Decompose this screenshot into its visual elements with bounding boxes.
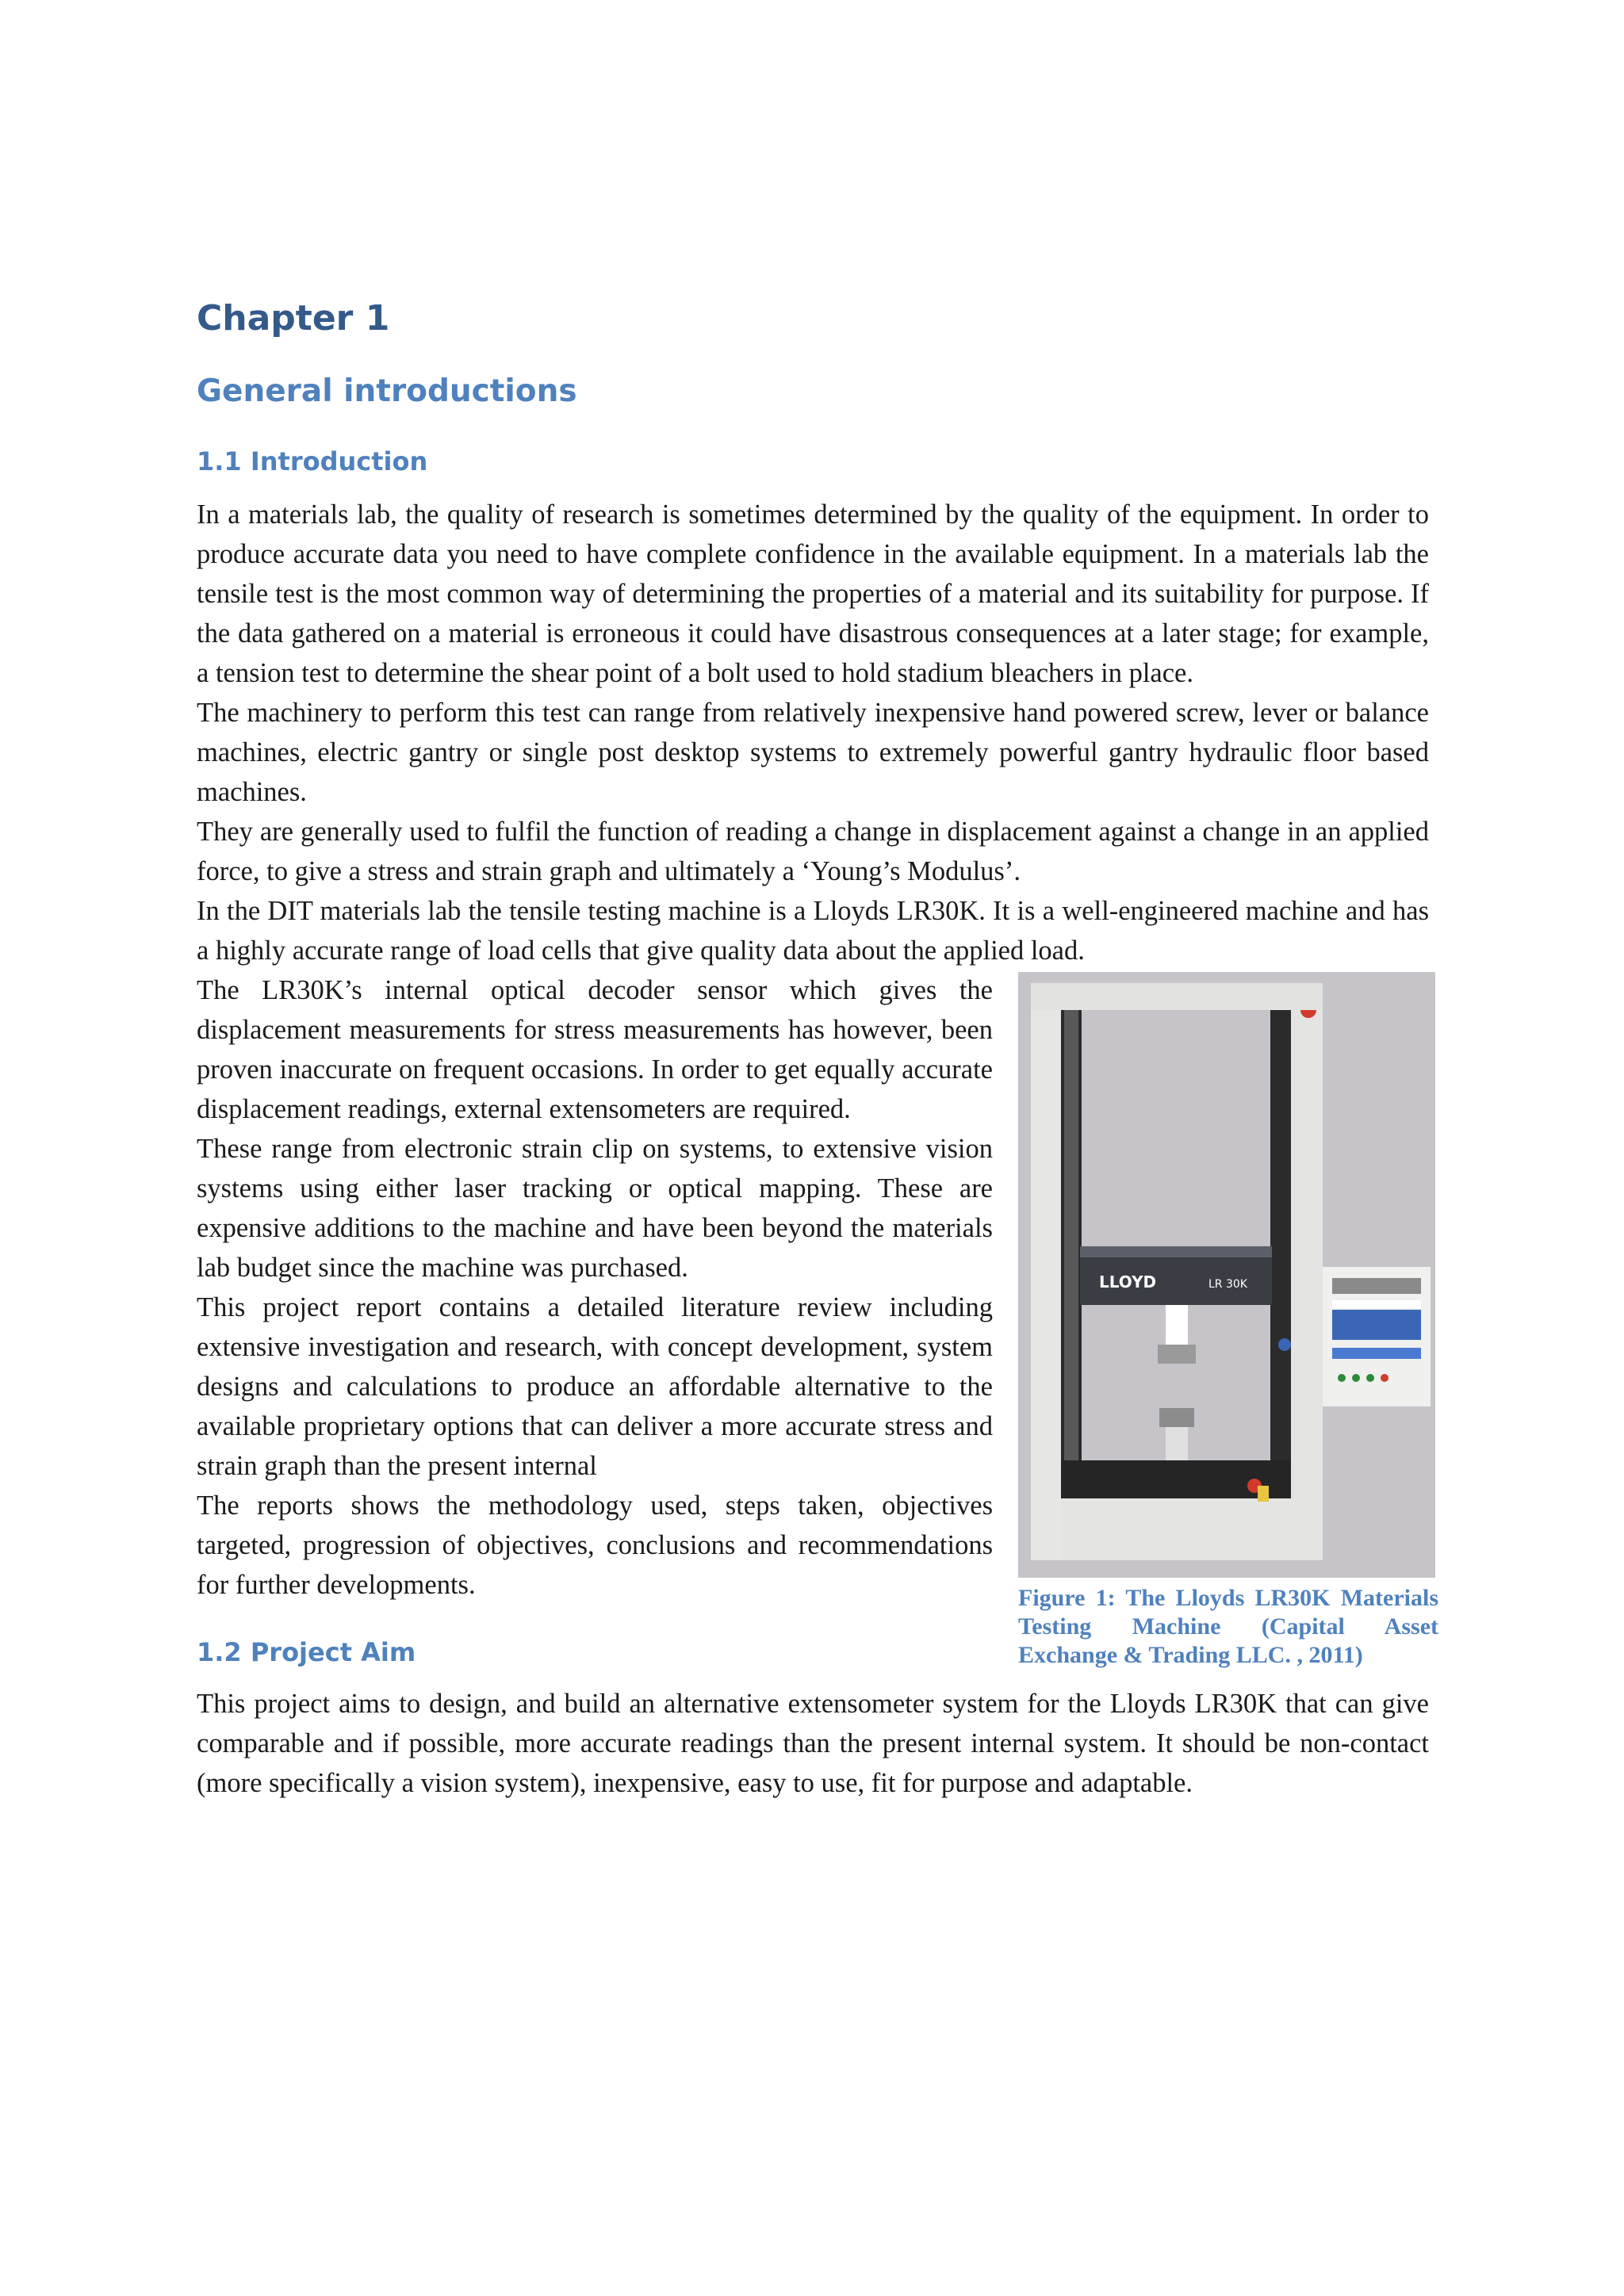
figure-1	[1018, 972, 1438, 1670]
intro-paragraph-3: They are generally used to fulfil the function of reading a change in displacement against a change in an applied force, to give a stress and strain graph and ultimately a ‘Young’s Modulus’.	[197, 817, 1429, 886]
figure-caption: Figure 1: The Lloyds LR30K Materials Testing Machine (Capital Asset Exchange & Trading LLC. , 2011)	[1018, 1585, 1438, 1668]
section-title: General introductions	[197, 373, 577, 409]
intro-body	[197, 495, 1429, 970]
wrapped-paragraph-4: The reports shows the methodology used, steps taken, objectives targeted, progression of objectives, conclusions and recommendations for further developments.	[197, 1490, 993, 1600]
wrapped-text-column	[197, 970, 993, 1605]
aim-paragraph: This project aims to design, and build an alternative extensometer system for the Lloyds LR30K that can give comparable and if possible, more accurate readings than the present internal system. It should be non-contact (more specifically a vision system), inexpensive, easy to use, fit for purpose and adaptable.	[197, 1689, 1429, 1798]
model-label: LR 30K	[1208, 1278, 1247, 1291]
tensile-machine-illustration	[1018, 972, 1435, 1578]
intro-paragraph-4: In the DIT materials lab the tensile testing machine is a Lloyds LR30K. It is a well-engineered machine and has a highly accurate range of load cells that give quality data about the applied load.	[197, 896, 1429, 966]
chapter-title: Chapter 1	[197, 298, 390, 339]
wrapped-paragraph-3: This project report contains a detailed literature review including extensive investigation and research, with concept development, system designs and calculations to produce an affordable alternative to the available proprietary options that can deliver a more accurate stress and strain graph than the present internal	[197, 1292, 993, 1481]
aim-heading: 1.2 Project Aim	[197, 1637, 416, 1667]
wrapped-paragraph-1: The LR30K’s internal optical decoder sensor which gives the displacement measurements for stress measurements has however, been proven inaccurate on frequent occasions. In order to get equally accurate displacement readings, external extensometers are required.	[197, 975, 993, 1124]
intro-heading: 1.1 Introduction	[197, 446, 428, 476]
machine-photo	[1018, 972, 1435, 1578]
intro-paragraph-2: The machinery to perform this test can range from relatively inexpensive hand powered screw, lever or balance machines, electric gantry or single post desktop systems to extremely powerful gantry hydraulic floor based machines.	[197, 698, 1429, 807]
brand-label: LLOYD	[1099, 1272, 1157, 1292]
wrapped-paragraph-2: These range from electronic strain clip on systems, to extensive vision systems using either laser tracking or optical mapping. These are expensive additions to the machine and have been beyond the materials lab budget since the machine was purchased.	[197, 1134, 993, 1283]
document-page	[197, 295, 1438, 1803]
intro-paragraph-1: In a materials lab, the quality of research is sometimes determined by the quality of the equipment. In order to produce accurate data you need to have complete confidence in the available equipment. In a materials lab the tensile test is the most common way of determining the properties of a material and its suitability for purpose. If the data gathered on a material is erroneous it could have disastrous consequences at a later stage; for example, a tension test to determine the shear point of a bolt used to hold stadium bleachers in place.	[197, 499, 1429, 688]
